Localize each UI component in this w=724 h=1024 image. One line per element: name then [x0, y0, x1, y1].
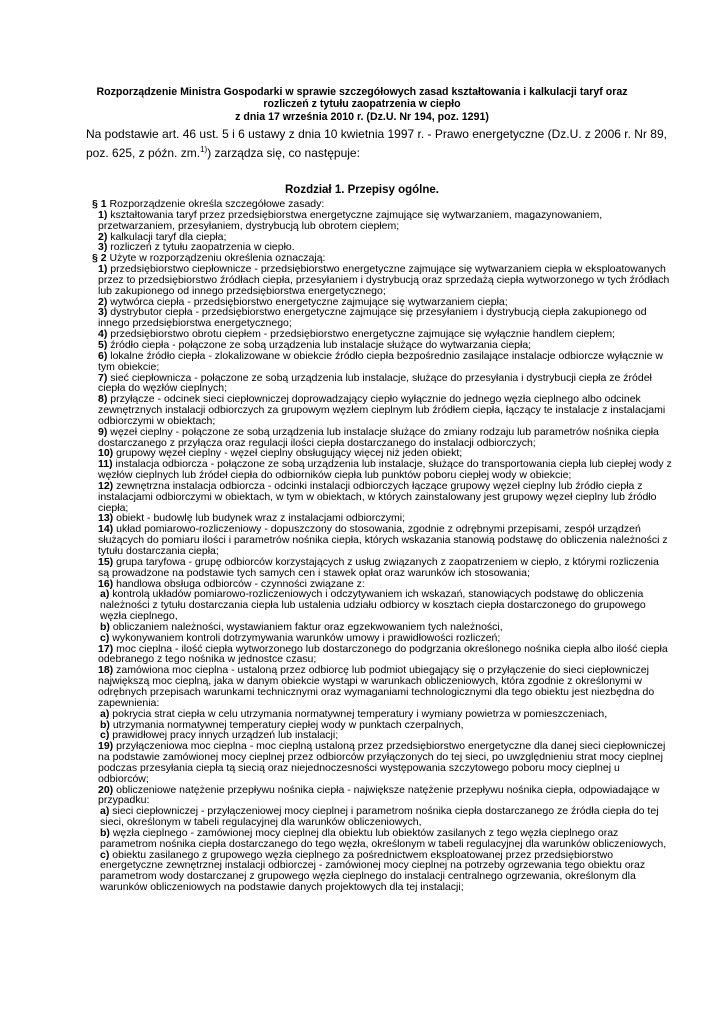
item-text: obliczeniowe natężenie przepływu nośnika ciepła - największe natężenie przepływu nośnika ciepła, odpowiadające w przypadku:: [98, 783, 660, 807]
item-number: 3): [98, 241, 108, 254]
footnote-ref: 1): [200, 145, 208, 154]
chapter-heading: Rozdział 1. Przepisy ogólne.: [284, 184, 439, 196]
title-line-1: Rozporządzenie Ministra Gospodarki w sprawie szczegółowych zasad kształtowania i kalkulacji taryf oraz: [96, 86, 628, 98]
item-16-sublist: [92, 589, 672, 643]
title-line-3: z dnia 17 września 2010 r. (Dz.U. Nr 194, poz. 1291): [235, 110, 489, 123]
item-text: zewnętrzna instalacja odbiorcza - odcinki instalacji odbiorczych łączące grupowy węzeł cieplny lub źródło ciepła z instalacjami odbiorczymi w obiektach, w tym w obiektach, w których zainstalowany jest grupowy węzeł cieplny lub źródło ciepła;: [98, 479, 657, 514]
list-item: [92, 850, 672, 893]
item-number: c): [100, 729, 110, 742]
section-mark: § 2: [92, 252, 107, 265]
list-item: [92, 373, 672, 395]
item-number: 3): [98, 306, 108, 319]
item-number: 16): [98, 577, 114, 590]
item-text: przedsiębiorstwo ciepłownicze - przedsiębiorstwo energetyczne zajmujące się wytwarzaniem ciepła w eksploatowanych przez to przedsiębiorstwo źródłach ciepła, przesyłaniem i dystrybucją oraz sprzedażą ciepła wytworzonego w tych źródłach lub zakupionego od innego przedsiębiorstwa energetycznego;: [98, 263, 670, 297]
item-number: 14): [98, 523, 114, 536]
s2-list-cont: [92, 644, 672, 709]
item-number: 17): [98, 642, 114, 655]
item-text: kontrolą układów pomiarowo-rozliczeniowych i odczytywaniem ich wskazań, stanowiących podstawę do obliczenia należności z tytułu dostarczania ciepła lub ustalenia udziału odbiorcy w kosztach ciepła dostarczonego do grupowego węzła cieplnego,: [100, 588, 646, 623]
item-text: kalkulacji taryf dla ciepła;: [107, 230, 227, 243]
intro-paragraph: [86, 127, 668, 161]
item-text: grupa taryfowa - grupę odbiorców korzystających z usług związanych z zaopatrzeniem w ciepło, z którymi rozliczenia są prowadzone na podstawie tych samych cen i stawek opłat oraz warunków ich stosowania;: [98, 555, 659, 579]
item-number: 20): [98, 783, 114, 796]
item-number: 15): [98, 555, 114, 568]
item-text: układ pomiarowo-rozliczeniowy - dopuszczony do stosowania, zgodnie z odrębnymi przepisami, zespół urządzeń służących do pomiaru ilości i parametrów nośnika ciepła, których wskazania stanowią podstawę do obliczenia należności z tytułu dostarczania ciepła;: [98, 523, 668, 557]
item-text: wytwórca ciepła - przedsiębiorstwo energetyczne zajmujące się wytwarzaniem ciepła;: [107, 295, 508, 308]
paragraph-s1: § 1 Rozporządzenie określa szczegółowe zasady:: [92, 198, 325, 210]
item-number: 7): [98, 371, 108, 384]
list-item: [92, 665, 672, 708]
item-number: 2): [98, 295, 108, 308]
item-number: 6): [98, 349, 108, 362]
item-number: 11): [98, 458, 113, 471]
item-text: zamówiona moc cieplna - ustaloną przez odbiorcę lub podmiot ubiegający się o przyłączenie do sieci ciepłowniczej największą moc cieplną, jaka w danym obiekcie wystąpi w warunkach obliczeniowych, która zgodnie z określonymi w odrębnych przepisach warunkami technicznymi oraz wymaganiami technologicznymi dla tego obiektu jest niezbędna do zapewnienia:: [98, 664, 655, 709]
list-item: [92, 307, 672, 329]
intro-text: Na podstawie art. 46 ust. 5 i 6 ustawy z dnia 10 kwietnia 1997 r. - Prawo energetyczne (Dz.U. z 2006 r. Nr 89, poz. 625, z późn. zm.: [86, 127, 667, 160]
title-line-2: rozliczeń z tytułu zaopatrzenia w ciepło: [263, 98, 461, 111]
item-text: grupowy węzeł cieplny - węzeł cieplny obsługujący więcej niż jeden obiekt;: [113, 447, 463, 460]
item-text: sieci ciepłowniczej - przyłączeniowej mocy cieplnej i parametrom nośnika ciepła dostarczanego ze źródła ciepła do tej sieci, określonym w tabeli regulacyjnej dla warunków obliczeniowych,: [100, 805, 659, 829]
item-text: sieć ciepłownicza - połączone ze sobą urządzenia lub instalacje, służące do przesyłania i dystrybucji ciepła ze źródeł ciepła do węzłów cieplnych;: [98, 371, 652, 395]
item-text: przyłączeniowa moc cieplna - moc cieplną ustaloną przez przedsiębiorstwo energetyczne dla danej sieci ciepłowniczej na podstawie zamówionej mocy cieplnej przez odbiorców przyłączonych do tej sieci, po uwzględnieniu strat mocy cieplnej podczas przesyłania ciepła tą siecią oraz niejednoczesności występowania szczytowego poboru mocy cieplnej u odbiorców;: [98, 740, 666, 785]
item-text: rozliczeń z tytułu zaopatrzenia w ciepło.: [107, 241, 295, 254]
list-item: [92, 459, 672, 481]
item-number: 4): [98, 328, 108, 341]
item-text: pokrycia strat ciepła w celu utrzymania normatywnej temperatury i wymiany powietrza w pomieszczeniach,: [109, 707, 608, 720]
item-text: wykonywaniem kontroli dotrzymywania warunków umowy i prawidłowości rozliczeń;: [109, 631, 501, 644]
list-item: [92, 828, 672, 850]
item-number: 10): [98, 447, 114, 460]
item-text: obiekt - budowlę lub budynek wraz z instalacjami odbiorczymi;: [113, 512, 405, 525]
section-mark: § 1: [92, 198, 107, 210]
s2-list: [92, 264, 672, 589]
list-item: [92, 394, 672, 427]
item-number: 12): [98, 479, 114, 492]
item-20-sublist: [92, 806, 672, 893]
list-item: [92, 806, 672, 828]
item-text: utrzymania normatywnej temperatury ciepłej wody w punktach czerpalnych,: [109, 718, 464, 731]
item-number: c): [100, 631, 110, 644]
list-item: [92, 524, 672, 557]
list-item: [92, 210, 672, 232]
item-text: przyłącze - odcinek sieci ciepłowniczej doprowadzający ciepło wyłącznie do jednego węzła cieplnego albo odcinek zewnętrznych instalacji odbiorczych za grupowym węzłem cieplnym lub źródłem ciepła, łączący te instalacje z instalacjami odbiorczymi w obiektach;: [98, 393, 666, 427]
item-text: przedsiębiorstwo obrotu ciepłem - przedsiębiorstwo energetyczne zajmujące się wyłącznie handlem ciepłem;: [107, 328, 616, 341]
item-number: 2): [98, 230, 108, 243]
list-item: [92, 741, 672, 784]
item-18-sublist: [92, 709, 672, 742]
list-item: [92, 481, 672, 514]
item-text: węzeł cieplny - połączone ze sobą urządzenia lub instalacje służące do zmiany rodzaju lub parametrów nośnika ciepła dostarczanego z przyłącza oraz regulacji ilości ciepła dostarczanego do instalacji odbiorczych;: [98, 425, 659, 449]
list-item: [92, 264, 672, 297]
item-number: b): [100, 826, 110, 839]
item-text: węzła cieplnego - zamówionej mocy cieplnej dla obiektu lub obiektów zasilanych z tego węzła cieplnego oraz parametrom nośnika ciepła dostarczanego do tego węzła, określonym w tabeli regulacyjnej dla warunków obliczeniowych,: [100, 826, 667, 850]
item-text: kształtowania taryf przez przedsiębiorstwa energetyczne zajmujące się wytwarzaniem, magazynowaniem, przetwarzaniem, przesyłaniem, dystrybucją lub obrotem ciepłem;: [98, 208, 603, 232]
item-text: dystrybutor ciepła - przedsiębiorstwo energetyczne zajmujące się przesyłaniem i dystrybucją ciepła zakupionego od innego przedsiębiorstwa energetycznego;: [98, 306, 647, 330]
item-number: b): [100, 620, 110, 633]
item-number: a): [100, 707, 110, 720]
document-title: [60, 86, 664, 123]
item-text: lokalne źródło ciepła - zlokalizowane w obiekcie źródło ciepła bezpośrednio zasilające instalacje odbiorcze wyłącznie w tym obiekcie;: [98, 349, 663, 373]
item-text: obliczaniem należności, wystawianiem faktur oraz egzekwowaniem tych należności,: [109, 620, 503, 633]
list-item: [92, 589, 672, 622]
item-number: b): [100, 718, 110, 731]
list-item: [92, 785, 672, 807]
list-item: [92, 351, 672, 373]
document-body: [92, 199, 672, 893]
s1-list: [92, 210, 672, 253]
paragraph-s2: § 2 Użyte w rozporządzeniu określenia oznaczają:: [92, 252, 326, 265]
item-text: instalacja odbiorcza - połączone ze sobą urządzenia lub instalacje, służące do transportowania ciepła lub ciepłej wody z węzłów cieplnych lub źródeł ciepła do odbiorników ciepła lub punktów poboru ciepłej wody w obiekcie;: [98, 458, 672, 482]
item-number: 13): [98, 512, 114, 525]
item-number: 19): [98, 740, 114, 753]
intro-text-end: ) zarządza się, co następuje:: [207, 146, 360, 160]
item-number: a): [100, 588, 110, 601]
list-item: [92, 427, 672, 449]
item-number: 9): [98, 425, 108, 438]
item-text: moc cieplna - ilość ciepła wytworzonego lub dostarczonego do podgrzania określonego nośnika ciepła albo ilość ciepła odebranego z tego nośnika w jednostce czasu;: [98, 642, 668, 666]
item-number: c): [100, 848, 110, 861]
item-text: źródło ciepła - połączone ze sobą urządzenia lub instalacje służące do wytwarzania ciepła;: [107, 338, 532, 351]
item-text: obiektu zasilanego z grupowego węzła cieplnego za pośrednictwem eksploatowanej przez przedsiębiorstwo energetyczne zewnętrznej instalacji odbiorczej - zamówionej mocy cieplnej na potrzeby ogrzewania tego obiektu oraz parametrom wody dostarczanej z grupowego węzła cieplnego do instalacji centralnego ogrzewania, określonym dla warunków obliczeniowych na podstawie danych projektowych dla tej instalacji;: [100, 848, 646, 894]
list-item: [92, 557, 672, 579]
item-number: 1): [98, 208, 108, 221]
item-text: handlowa obsługa odbiorców - czynności związane z:: [113, 577, 365, 590]
item-number: a): [100, 805, 110, 818]
list-item: [92, 644, 672, 666]
item-number: 8): [98, 393, 108, 406]
item-number: 18): [98, 664, 114, 677]
s2-list-cont-2: [92, 741, 672, 806]
item-number: 5): [98, 338, 108, 351]
item-text: prawidłowej pracy innych urządzeń lub instalacji;: [109, 729, 339, 742]
item-number: 1): [98, 263, 108, 276]
